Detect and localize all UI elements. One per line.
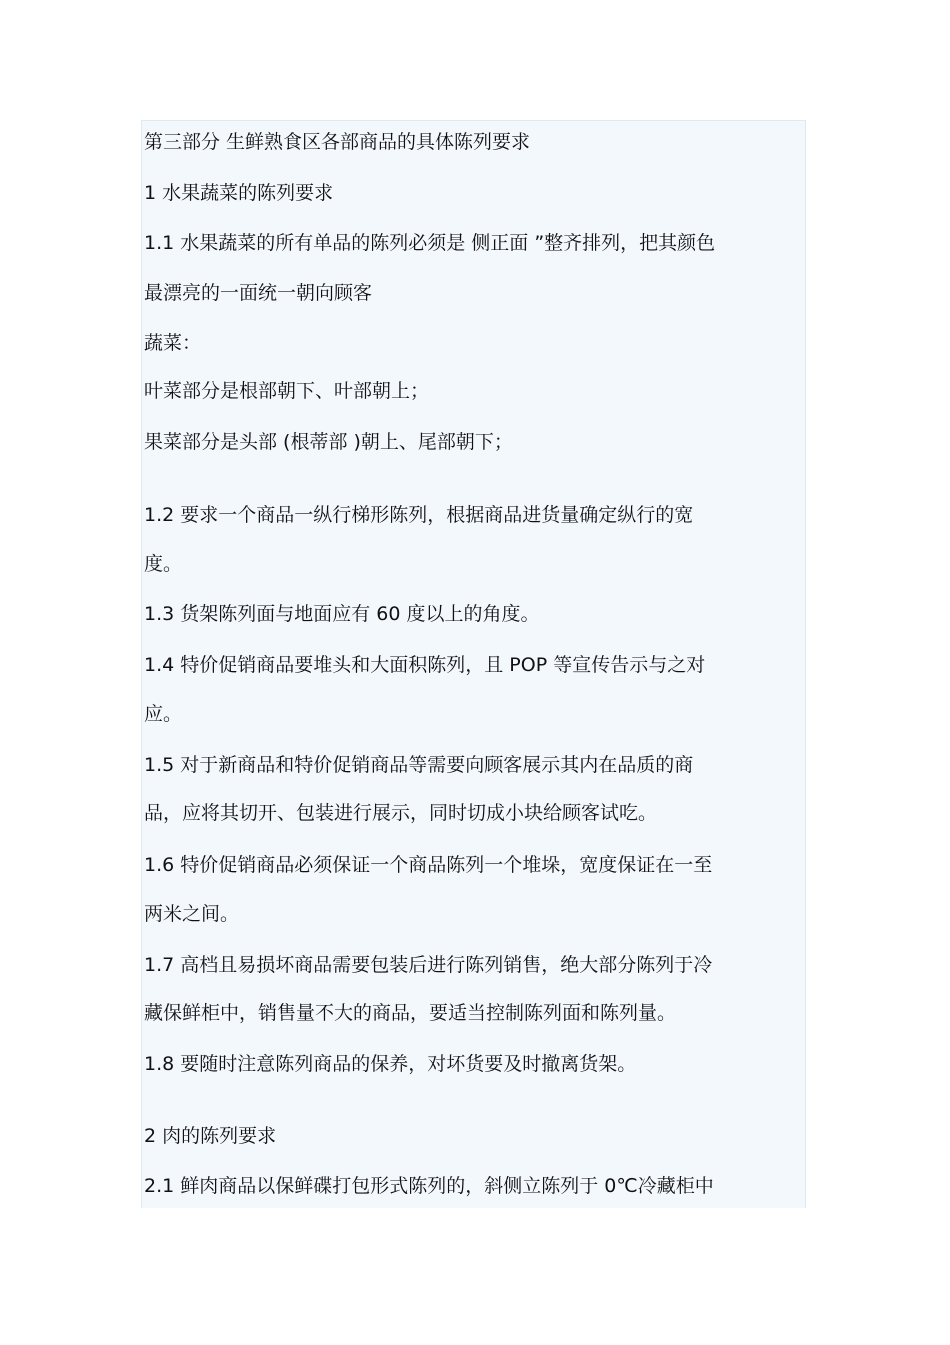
paragraph-line: 最漂亮的一面统一朝向顾客 bbox=[144, 282, 373, 304]
paragraph-line: 果菜部分是头部 (根蒂部 )朝上、尾部朝下； bbox=[144, 431, 513, 453]
paragraph-line: 1.8 要随时注意陈列商品的保养，对坏货要及时撤离货架。 bbox=[144, 1053, 637, 1075]
paragraph-line: 1.1 水果蔬菜的所有单品的陈列必须是 侧正面 ”整齐排列，把其颜色 bbox=[144, 232, 716, 254]
document-page bbox=[141, 120, 806, 1208]
heading-meat: 2 肉的陈列要求 bbox=[144, 1125, 277, 1147]
paragraph-line: 品，应将其切开、包装进行展示，同时切成小块给顾客试吃。 bbox=[144, 802, 658, 824]
paragraph-line: 叶菜部分是根部朝下、叶部朝上； bbox=[144, 380, 430, 402]
paragraph-line: 1.6 特价促销商品必须保证一个商品陈列一个堆垛，宽度保证在一至 bbox=[144, 854, 713, 876]
paragraph-line: 1.2 要求一个商品一纵行梯形陈列，根据商品进货量确定纵行的宽 bbox=[144, 504, 694, 526]
paragraph-line: 蔬菜： bbox=[144, 332, 202, 354]
paragraph-line: 两米之间。 bbox=[144, 903, 240, 925]
heading-fruit-vegetable: 1 水果蔬菜的陈列要求 bbox=[144, 182, 334, 204]
paragraph-line: 1.7 高档且易损坏商品需要包装后进行陈列销售，绝大部分陈列于冷 bbox=[144, 954, 713, 976]
paragraph-line: 1.5 对于新商品和特价促销商品等需要向顾客展示其内在品质的商 bbox=[144, 754, 694, 776]
paragraph-line: 藏保鲜柜中，销售量不大的商品，要适当控制陈列面和陈列量。 bbox=[144, 1002, 677, 1024]
paragraph-line: 2.1 鲜肉商品以保鲜碟打包形式陈列的，斜侧立陈列于 0℃冷藏柜中 bbox=[144, 1175, 714, 1197]
section-title: 第三部分 生鲜熟食区各部商品的具体陈列要求 bbox=[144, 131, 531, 153]
paragraph-line: 应。 bbox=[144, 703, 183, 725]
paragraph-line: 1.3 货架陈列面与地面应有 60 度以上的角度。 bbox=[144, 603, 540, 625]
paragraph-line: 度。 bbox=[144, 553, 183, 575]
paragraph-line: 1.4 特价促销商品要堆头和大面积陈列，且 POP 等宣传告示与之对 bbox=[144, 654, 706, 676]
